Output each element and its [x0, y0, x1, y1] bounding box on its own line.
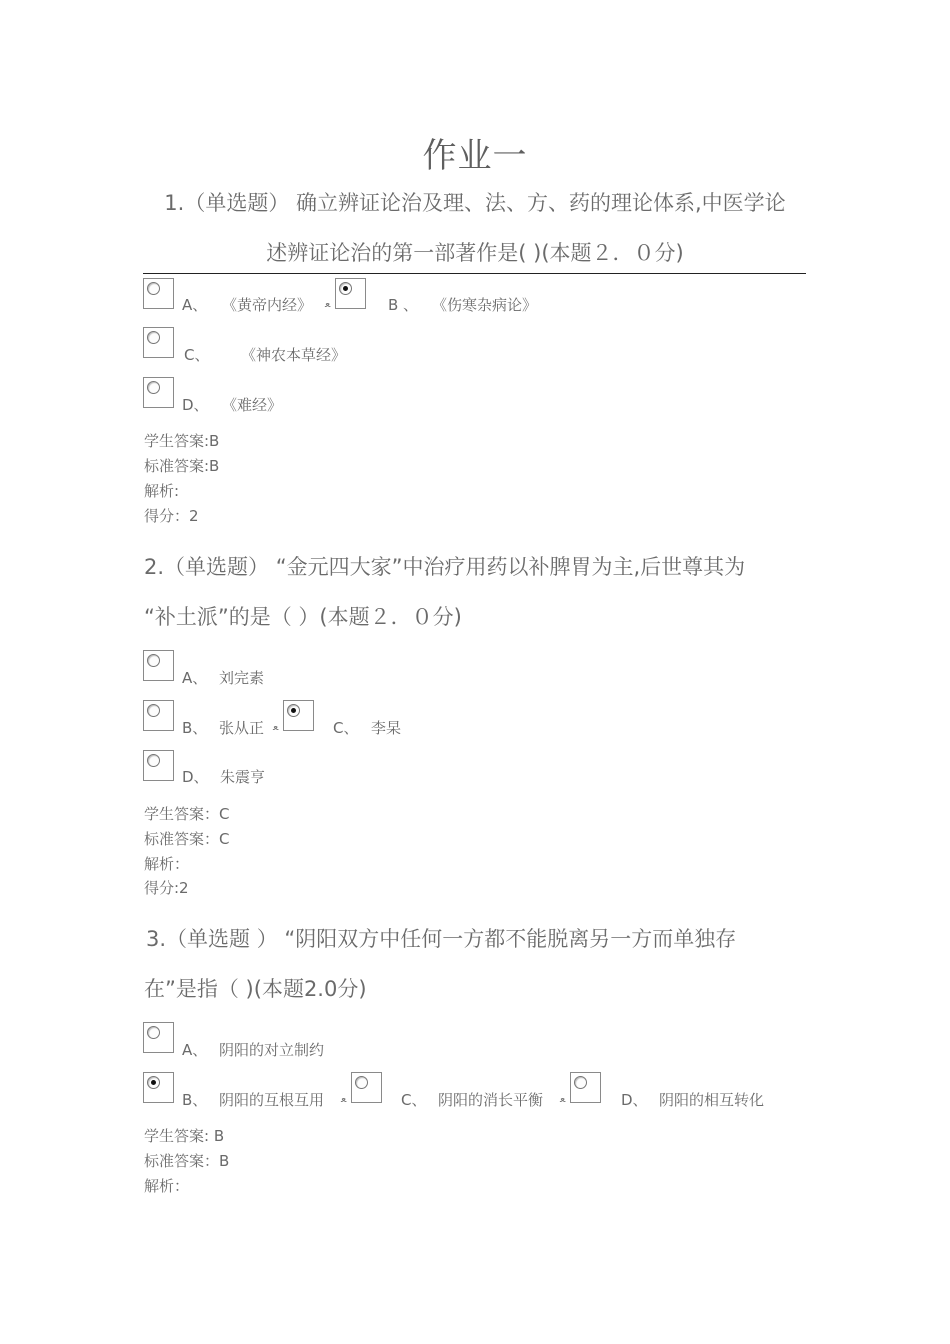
page-title: 作业一: [422, 136, 528, 176]
radio-circle-icon: [147, 654, 160, 667]
question-3-text-line-1: 3.（单选题 ） “阴阳双方中任何一方都不能脱离另一方而单独存: [146, 927, 737, 951]
radio-circle-icon: [147, 331, 160, 344]
radio-circle-icon: [147, 282, 160, 295]
q2-student-answer: 学生答案：C: [144, 805, 230, 823]
q1-option-b-radio[interactable]: [335, 278, 366, 309]
q2-option-b-letter: B、: [182, 719, 208, 737]
q1-option-b-text: 《伤寒杂病论》: [432, 296, 538, 314]
radio-selected-icon: [339, 282, 352, 295]
q3-analysis: 解析：: [144, 1177, 190, 1195]
q3-option-a-text: 阴阳的对立制约: [219, 1041, 325, 1059]
q3-option-d-letter: D、: [621, 1091, 648, 1109]
question-3-text-line-2: 在”是指（ )(本题2.0分): [144, 977, 367, 1001]
q2-option-a-text: 刘完素: [219, 669, 265, 687]
q3-option-b-letter: B、: [182, 1091, 208, 1109]
q2-option-d-text: 朱震亨: [220, 768, 266, 786]
q2-option-a-letter: A、: [182, 669, 208, 687]
q1-option-d-text: 《难经》: [222, 396, 283, 414]
q2-option-b-radio[interactable]: [143, 700, 174, 731]
q1-option-b-letter: B 、: [388, 296, 419, 314]
q3-option-a-letter: A、: [182, 1041, 208, 1059]
q1-option-a-text: 《黄帝内经》: [222, 296, 313, 314]
q1-student-answer: 学生答案:B: [144, 432, 220, 450]
q2-analysis: 解析：: [144, 855, 190, 873]
q2-option-a-radio[interactable]: [143, 650, 174, 681]
q2-option-d-letter: D、: [182, 768, 209, 786]
radio-circle-icon: [147, 754, 160, 767]
question-2-text-line-2: “补土派”的是（ ）(本题２．０分): [144, 605, 462, 629]
radio-circle-icon: [147, 1026, 160, 1039]
anchor-icon: ﻌ: [560, 1092, 566, 1105]
radio-circle-icon: [574, 1076, 587, 1089]
q3-option-c-radio[interactable]: [351, 1072, 382, 1103]
q1-option-d-letter: D、: [182, 396, 209, 414]
q2-option-d-radio[interactable]: [143, 750, 174, 781]
radio-circle-icon: [147, 381, 160, 394]
radio-circle-icon: [355, 1076, 368, 1089]
radio-circle-icon: [147, 704, 160, 717]
q1-option-a-radio[interactable]: [143, 278, 174, 309]
q1-option-c-radio[interactable]: [143, 327, 174, 358]
q1-option-d-radio[interactable]: [143, 377, 174, 408]
q1-option-c-text: 《神农本草经》: [241, 346, 347, 364]
q3-option-c-letter: C、: [401, 1091, 427, 1109]
anchor-icon: ﻌ: [341, 1092, 347, 1105]
question-1-text-line-2: 述辨证论治的第一部著作是( )(本题２．０分): [266, 241, 684, 265]
radio-selected-icon: [147, 1076, 160, 1089]
q2-option-c-text: 李杲: [371, 719, 402, 737]
question-2-text-line-1: 2.（单选题） “金元四大家”中治疗用药以补脾胃为主,后世尊其为: [144, 555, 746, 579]
divider: [143, 273, 806, 274]
q1-option-a-letter: A、: [182, 296, 208, 314]
q3-option-b-text: 阴阳的互根互用: [219, 1091, 325, 1109]
q3-option-c-text: 阴阳的消长平衡: [438, 1091, 544, 1109]
q2-option-c-letter: C、: [333, 719, 359, 737]
q2-option-c-radio[interactable]: [283, 700, 314, 731]
anchor-icon: ﻌ: [325, 297, 331, 310]
q3-option-a-radio[interactable]: [143, 1022, 174, 1053]
q3-student-answer: 学生答案: B: [144, 1127, 225, 1145]
q2-standard-answer: 标准答案：C: [144, 830, 230, 848]
anchor-icon: ﻌ: [273, 720, 279, 733]
q1-option-c-letter: C、: [184, 346, 210, 364]
q3-option-d-text: 阴阳的相互转化: [659, 1091, 765, 1109]
q2-score: 得分:2: [144, 879, 189, 897]
radio-selected-icon: [287, 704, 300, 717]
q3-option-d-radio[interactable]: [570, 1072, 601, 1103]
q1-score: 得分：2: [144, 507, 199, 525]
q1-standard-answer: 标准答案:B: [144, 457, 220, 475]
q1-analysis: 解析:: [144, 482, 180, 500]
q3-option-b-radio[interactable]: [143, 1072, 174, 1103]
q3-standard-answer: 标准答案：B: [144, 1152, 230, 1170]
question-1-text-line-1: 1.（单选题） 确立辨证论治及理、法、方、药的理论体系,中医学论: [164, 191, 786, 215]
q2-option-b-text: 张从正: [219, 719, 265, 737]
